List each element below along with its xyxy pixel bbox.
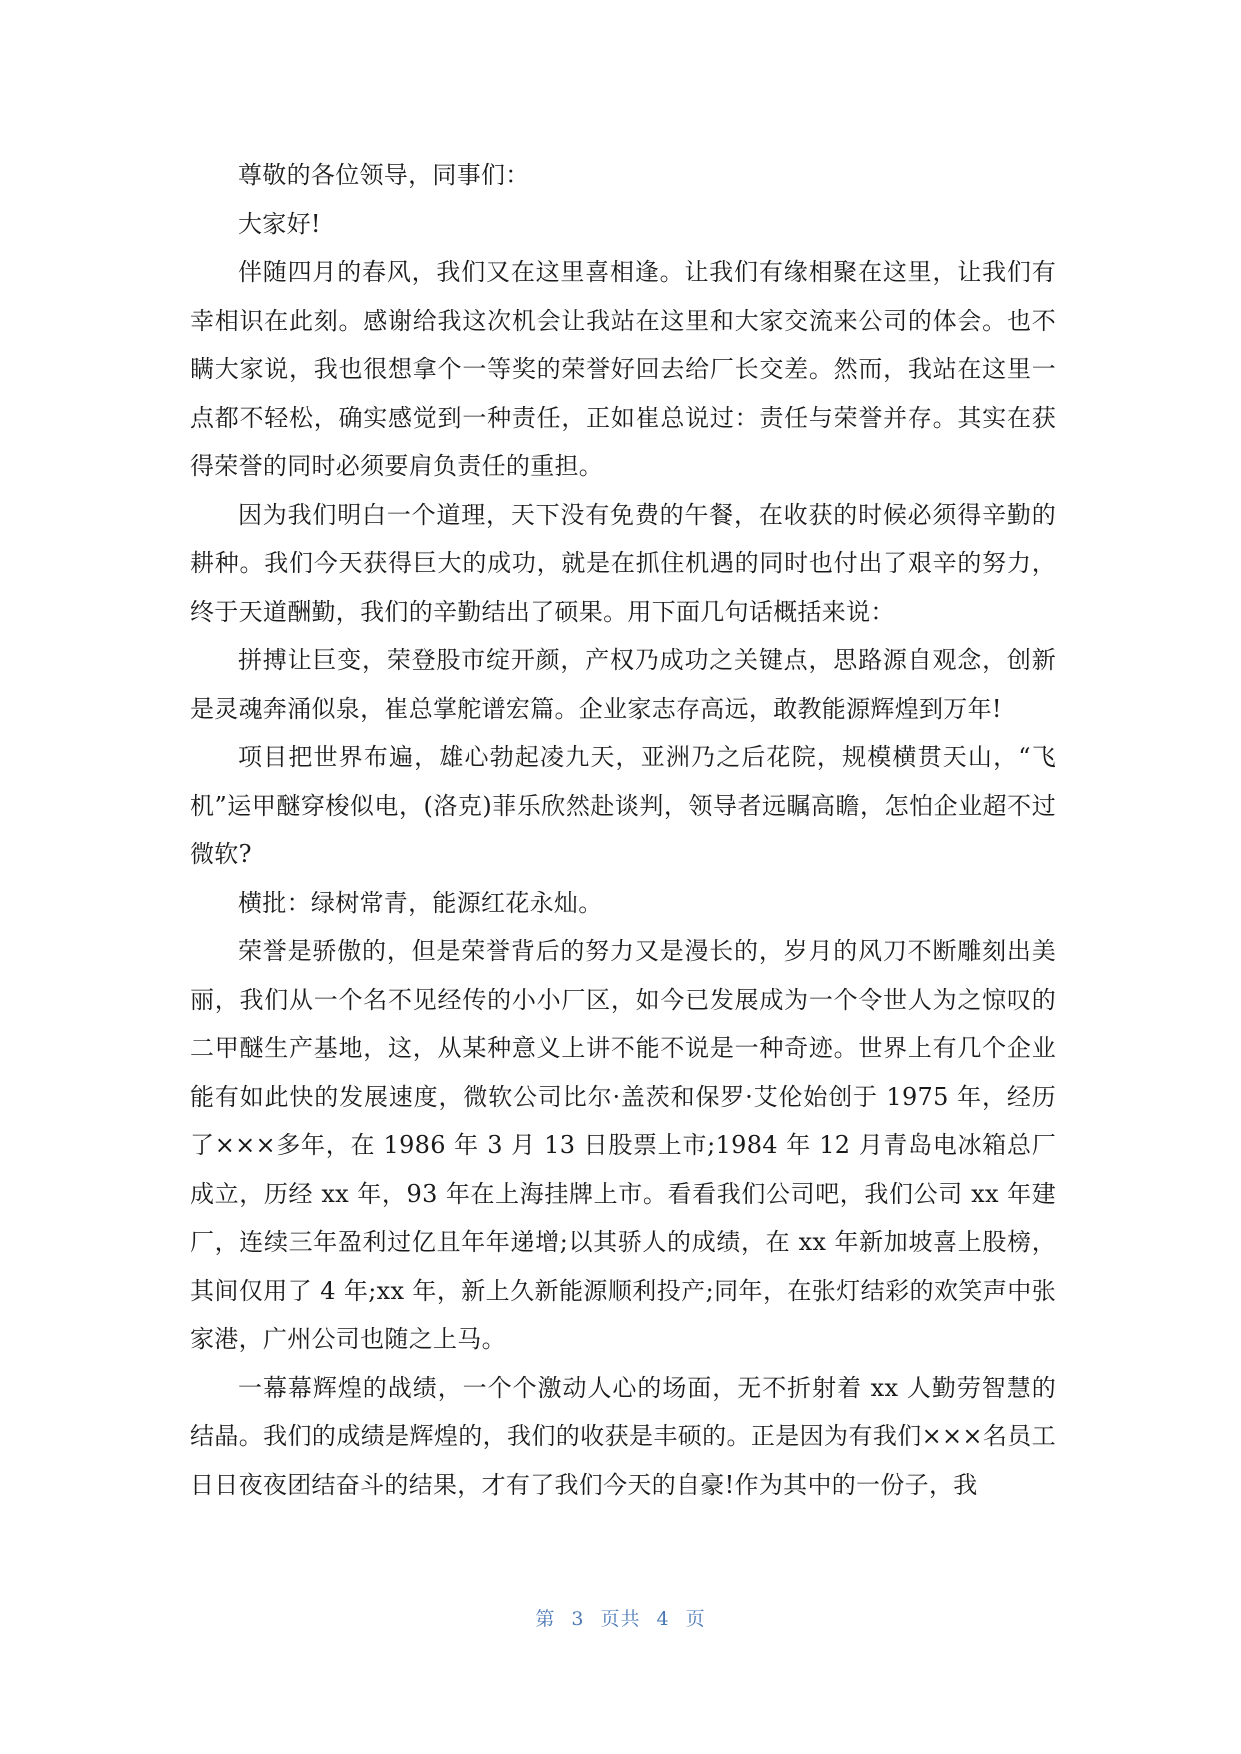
footer-middle: 页共 [600,1608,641,1630]
document-body [190,151,1056,1509]
body-paragraph: 因为我们明白一个道理，天下没有免费的午餐，在收获的时候必须得辛勤的耕种。我们今天获得巨大的成功，就是在抓住机遇的同时也付出了艰辛的努力，终于天道酬勤，我们的辛勤结出了硕果。用下面几句话概括来说： [190,500,1056,626]
footer-total-pages: 4 [656,1608,670,1630]
footer-prefix: 第 [535,1608,556,1630]
poem-paragraph: 项目把世界布遍，雄心勃起凌九天，亚洲乃之后花院，规模横贯天山，“飞机”运甲醚穿梭似电，(洛克)菲乐欣然赴谈判，领导者远瞩高瞻，怎怕企业超不过微软? [190,743,1056,868]
body-paragraph: 一幕幕辉煌的战绩，一个个激动人心的场面，无不折射着 xx 人勤劳智慧的结晶。我们的成绩是辉煌的，我们的收获是丰硕的。正是因为有我们×××名员工日日夜夜团结奋斗的结果，才有了我们今天的自豪!作为其中的一份子，我 [190,1373,1056,1499]
poem-paragraph: 拼搏让巨变，荣登股市绽开颜，产权乃成功之关键点，思路源自观念，创新是灵魂奔涌似泉，崔总掌舵谱宏篇。企业家志存高远，敢教能源辉煌到万年! [190,646,1056,723]
body-paragraph: 伴随四月的春风，我们又在这里喜相逢。让我们有缘相聚在这里，让我们有幸相识在此刻。感谢给我这次机会让我站在这里和大家交流来公司的体会。也不瞒大家说，我也很想拿个一等奖的荣誉好回去给厂长交差。然而，我站在这里一点都不轻松，确实感觉到一种责任，正如崔总说过：责任与荣誉并存。其实在获得荣誉的同时必须要肩负责任的重担。 [190,258,1056,480]
greeting-paragraph: 大家好! [238,209,321,238]
footer-current-page: 3 [571,1608,585,1630]
body-paragraph: 荣誉是骄傲的，但是荣誉背后的努力又是漫长的，岁月的风刀不断雕刻出美丽，我们从一个名不见经传的小小厂区，如今已发展成为一个令世人为之惊叹的二甲醚生产基地，这，从某种意义上讲不能不说是一种奇迹。世界上有几个企业能有如此快的发展速度，微软公司比尔·盖茨和保罗·艾伦始创于 1975 年，经历了×××多年，在 1986 年 3 月 13 日股票上市;1984 年 12 月青岛电冰箱总厂成立，历经 xx 年，93 年在上海挂牌上市。看看我们公司吧，我们公司 xx 年建厂，连续三年盈利过亿且年年递增;以其骄人的成绩，在 xx 年新加坡喜上股榜，其间仅用了 4 年;xx 年，新上久新能源顺利投产;同年，在张灯结彩的欢笑声中张家港，广州公司也随之上马。 [190,937,1056,1353]
footer-suffix: 页 [685,1608,706,1630]
poem-banner-paragraph: 横批：绿树常青，能源红花永灿。 [238,888,603,917]
salutation-paragraph: 尊敬的各位领导，同事们： [238,161,530,189]
page-footer [0,1604,1241,1631]
